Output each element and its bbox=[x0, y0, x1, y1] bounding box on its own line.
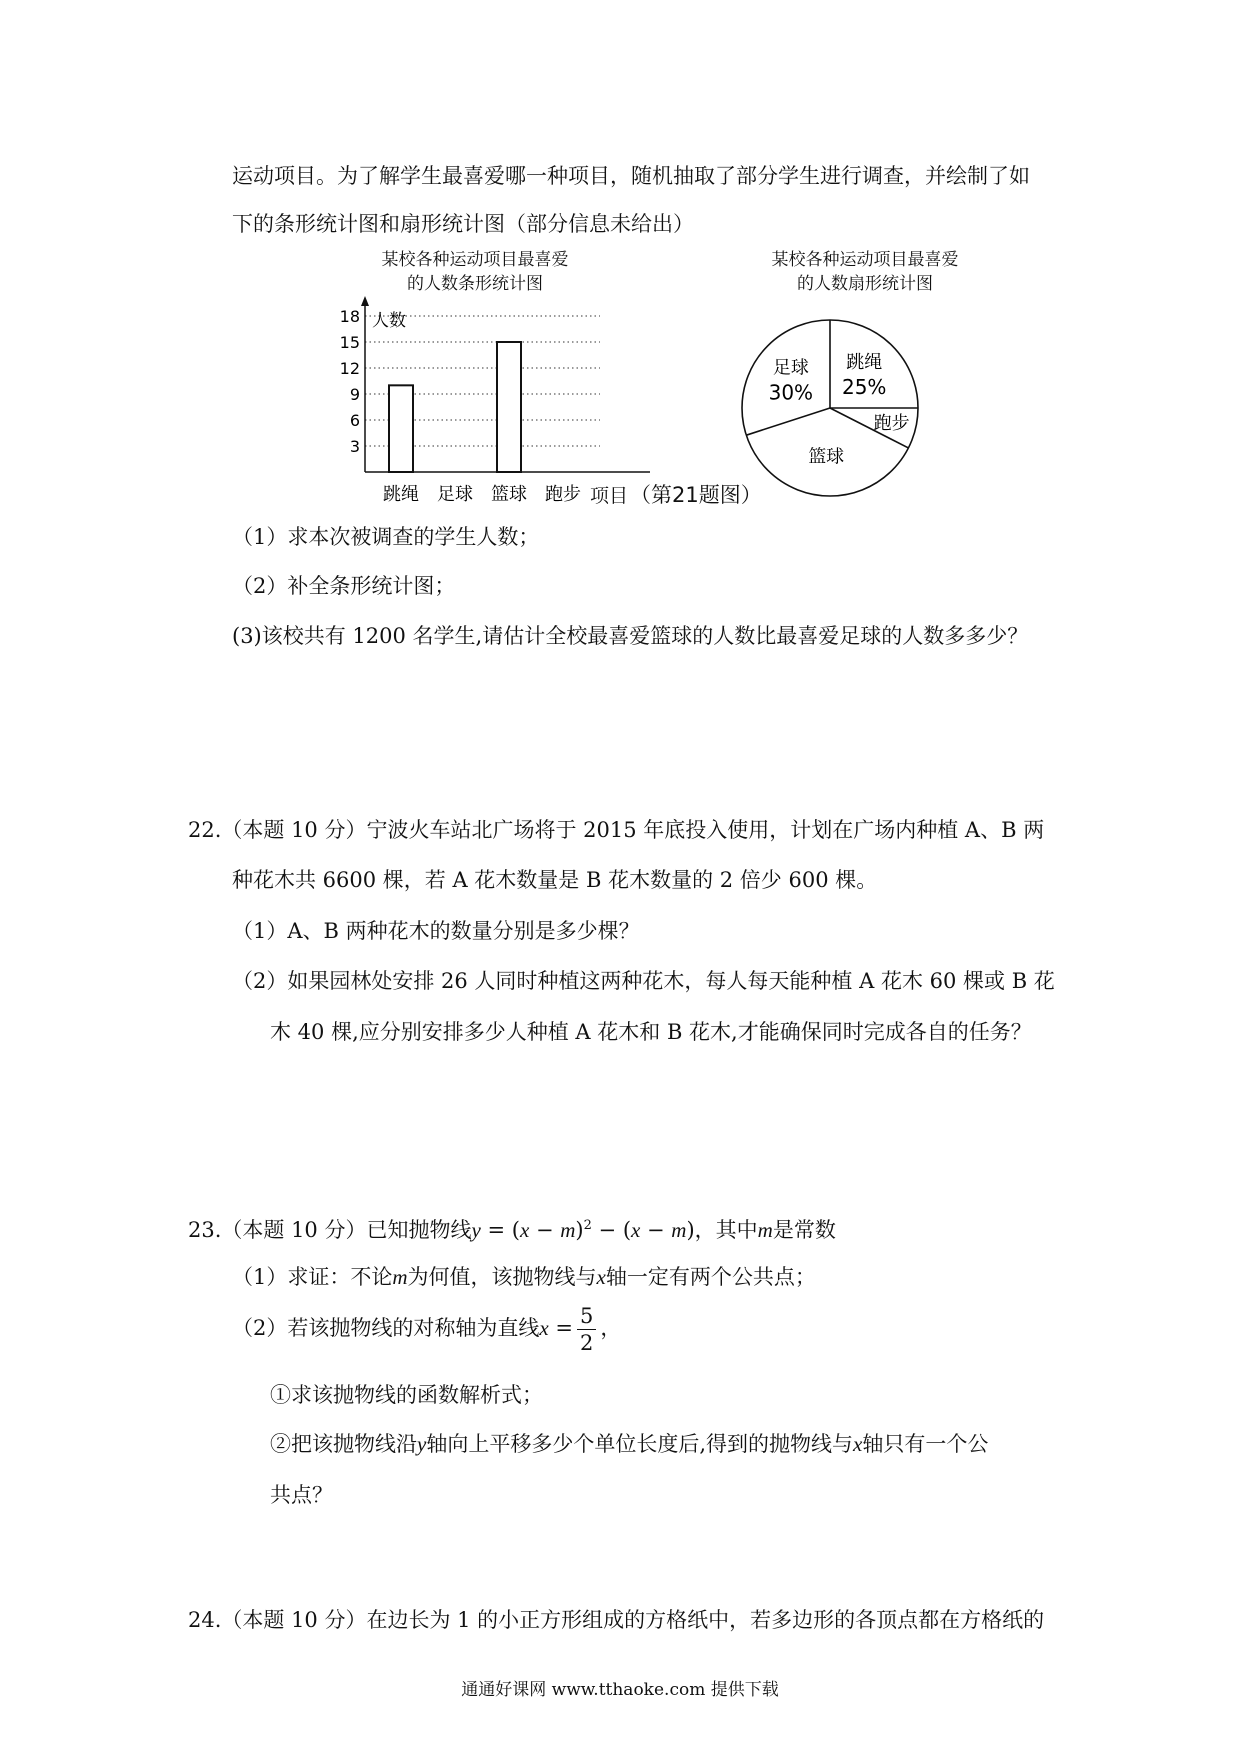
q23-c2-pre: ②把该抛物线沿 bbox=[270, 1432, 417, 1456]
formula-m-2: m bbox=[671, 1218, 687, 1242]
pie-slice-label: 跳绳 bbox=[846, 351, 883, 373]
q23-head: 23.（本题 10 分）已知抛物线 bbox=[188, 1218, 472, 1242]
x-tick-label: 跑步 bbox=[545, 484, 581, 505]
q23-c2-post: 轴只有一个公 bbox=[862, 1432, 989, 1456]
pie-chart-title-line-1: 某校各种运动项目最喜爱 bbox=[771, 250, 959, 270]
pie-slice-label: 篮球 bbox=[808, 446, 845, 468]
q23-sub1-pre: （1）求证：不论 bbox=[232, 1265, 393, 1289]
q23-sub1-mid: 为何值，该抛物线与 bbox=[407, 1265, 597, 1289]
formula-y: y bbox=[471, 1218, 481, 1242]
q22-sub2-line-1: （2）如果园林处安排 26 人同时种植这两种花木，每人每天能种植 A 花木 60 棵或 B 花 bbox=[232, 969, 1055, 993]
fraction-numerator: 5 bbox=[577, 1303, 596, 1330]
formula-x: x bbox=[519, 1218, 530, 1242]
bar-0 bbox=[389, 385, 413, 472]
formula-m: m bbox=[560, 1218, 576, 1242]
q23-sub1-m: m bbox=[392, 1265, 408, 1289]
pie-chart-title bbox=[720, 248, 1010, 296]
q23-c2-y: y bbox=[417, 1432, 427, 1456]
q23-sub1 bbox=[232, 1263, 816, 1291]
formula-minus: − bbox=[529, 1218, 561, 1242]
q23-sub2 bbox=[232, 1300, 621, 1356]
formula-exponent: 2 bbox=[583, 1218, 592, 1233]
y-axis-label: 人数 bbox=[372, 311, 406, 331]
bar-2 bbox=[497, 342, 521, 472]
q24-line-1: 24.（本题 10 分）在边长为 1 的小正方形组成的方格纸中，若多边形的各顶点都在方格纸的 bbox=[188, 1608, 1045, 1632]
pie-slice-label: 跑步 bbox=[873, 412, 910, 434]
y-tick-label: 9 bbox=[349, 385, 360, 404]
q23-sub2-eq: = bbox=[548, 1316, 573, 1340]
y-axis-arrow-icon bbox=[361, 296, 369, 306]
q22-sub2-line-2: 木 40 棵,应分别安排多少人种植 A 花木和 B 花木,才能确保同时完成各自的任务？ bbox=[270, 1020, 1032, 1044]
pie-slice-percent: 25% bbox=[841, 374, 887, 399]
q21-sub3: (3)该校共有 1200 名学生,请估计全校最喜爱篮球的人数比最喜爱足球的人数多多少？ bbox=[232, 624, 1029, 648]
q22-line-1: 22.（本题 10 分）宁波火车站北广场将于 2015 年底投入使用，计划在广场内种植 A、B 两 bbox=[188, 818, 1045, 842]
figure-caption: （第21题图） bbox=[630, 483, 762, 507]
q23-c1: ①求该抛物线的函数解析式； bbox=[270, 1383, 543, 1407]
q23-c2-mid: 轴向上平移多少个单位长度后,得到的抛物线与 bbox=[426, 1432, 854, 1456]
bar-chart-bars bbox=[389, 342, 521, 472]
page-footer: 通通好课网 www.tthaoke.com 提供下载 bbox=[461, 1680, 779, 1700]
pie-slice-label: 足球 bbox=[772, 357, 809, 379]
intro-line-1: 运动项目。为了解学生最喜爱哪一种项目，随机抽取了部分学生进行调查，并绘制了如 bbox=[232, 164, 1030, 188]
formula-x-2: x bbox=[631, 1218, 641, 1242]
pie-chart-title-line-2: 的人数扇形统计图 bbox=[797, 274, 933, 294]
q23-sub2-post: ， bbox=[600, 1316, 622, 1340]
pie-chart-slices bbox=[742, 320, 918, 496]
q22-sub1: （1）A、B 两种花木的数量分别是多少棵？ bbox=[232, 919, 640, 943]
q23-tail-m: m bbox=[757, 1218, 773, 1242]
formula-end: ) bbox=[686, 1218, 695, 1242]
q23-c2-x: x bbox=[853, 1432, 863, 1456]
x-axis-label: 项目 bbox=[590, 485, 629, 507]
bar-chart-yticks bbox=[340, 307, 360, 456]
q23-tail-pre: ，其中 bbox=[694, 1218, 758, 1242]
fraction-denominator: 2 bbox=[579, 1331, 594, 1355]
y-tick-label: 3 bbox=[349, 437, 360, 456]
bar-chart-title bbox=[330, 248, 620, 296]
formula-eq: = ( bbox=[480, 1218, 520, 1242]
bar-chart-title-line-2: 的人数条形统计图 bbox=[407, 274, 543, 294]
q21-sub1: （1）求本次被调查的学生人数； bbox=[232, 525, 540, 549]
q21-sub2: （2）补全条形统计图； bbox=[232, 574, 456, 598]
q23-c2-line-2: 共点？ bbox=[270, 1483, 333, 1507]
intro-line-2: 下的条形统计图和扇形统计图（部分信息未给出） bbox=[232, 212, 694, 236]
q23-c2 bbox=[270, 1430, 988, 1458]
y-tick-label: 6 bbox=[349, 411, 360, 430]
x-tick-label: 足球 bbox=[437, 484, 473, 505]
fraction-five-halves bbox=[577, 1303, 596, 1356]
q23-sub1-post: 轴一定有两个公共点； bbox=[605, 1265, 816, 1289]
pie-chart bbox=[735, 308, 925, 508]
q22-line-2: 种花木共 6600 棵，若 A 花木数量是 B 花木数量的 2 倍少 600 棵。 bbox=[232, 868, 878, 892]
q23-tail-post: 是常数 bbox=[772, 1218, 836, 1242]
y-tick-label: 15 bbox=[339, 333, 360, 352]
formula-minus-2: − bbox=[640, 1218, 672, 1242]
q23-stem bbox=[188, 1212, 836, 1244]
bar-chart-xlabels bbox=[383, 484, 581, 505]
formula-mid: − ( bbox=[591, 1218, 632, 1242]
x-tick-label: 跳绳 bbox=[383, 484, 419, 505]
formula-close: ) bbox=[575, 1218, 584, 1242]
q23-sub1-x: x bbox=[596, 1265, 606, 1289]
y-tick-label: 12 bbox=[339, 359, 360, 378]
y-tick-label: 18 bbox=[339, 307, 360, 326]
q23-sub2-pre: （2）若该抛物线的对称轴为直线 bbox=[232, 1316, 540, 1340]
bar-chart-title-line-1: 某校各种运动项目最喜爱 bbox=[381, 250, 569, 270]
x-tick-label: 篮球 bbox=[491, 484, 527, 505]
pie-slice-percent: 30% bbox=[768, 380, 814, 405]
q23-sub2-x: x bbox=[539, 1316, 549, 1340]
